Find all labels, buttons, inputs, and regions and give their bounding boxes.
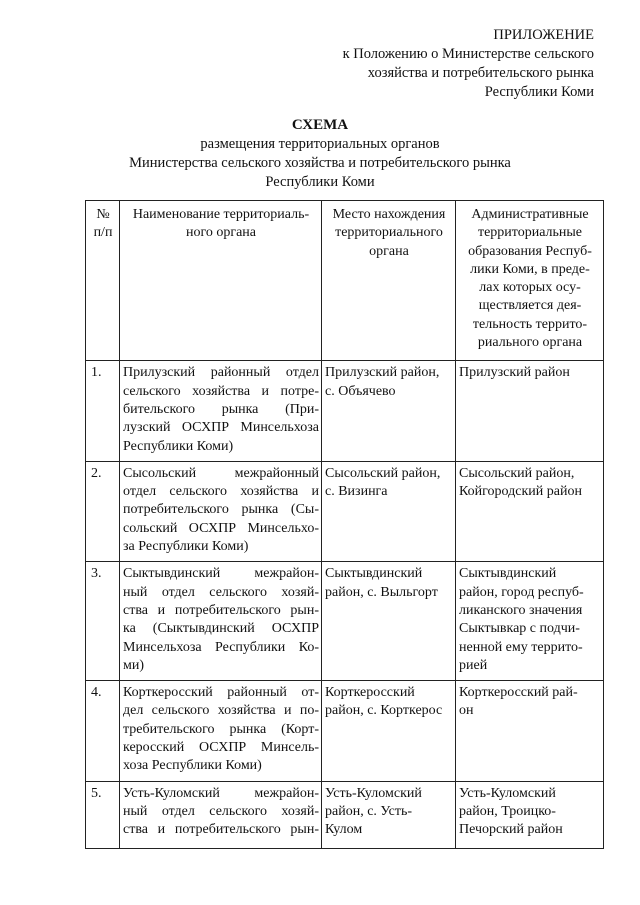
row-territory: Сыктывдинский район, город респуб- ликанского значения Сыктывкар с подчи- ненной ему террито- рией (456, 562, 604, 681)
table-row (86, 461, 604, 561)
appendix-line: к Положению о Министерстве сельского (342, 46, 594, 62)
row-body-name: Сысольский межрайонный отдел сельского хозяйства и потребительского рынка (Сы- сольский ОСХПР Минсельхо- за Республики Коми) (120, 461, 322, 561)
row-body-name: Усть-Куломский межрайон- ный отдел сельского хозяй- ства и потребительского рын- (120, 781, 322, 848)
header-location: Место нахождения территориального органа (322, 201, 456, 361)
table-row (86, 681, 604, 781)
row-location: Сысольский район, с. Визинга (322, 461, 456, 561)
appendix-line: хозяйства и потребительского рынка (367, 65, 594, 81)
document-subtitle-line: Министерства сельского хозяйства и потребительского рынка (129, 155, 511, 171)
row-location: Сыктывдинский район, с. Выльгорт (322, 562, 456, 681)
row-territory: Корткеросский рай- он (456, 681, 604, 781)
header-number: № п/п (86, 201, 120, 361)
row-number: 4. (86, 681, 120, 781)
table-row (86, 562, 604, 681)
document-subtitle-line: Республики Коми (265, 174, 375, 190)
row-territory: Усть-Куломский район, Троицко- Печорский район (456, 781, 604, 848)
table-row (86, 361, 604, 461)
row-location: Прилузский район, с. Объячево (322, 361, 456, 461)
row-body-name: Прилузский районный отдел сельского хозяйства и потре- бительского рынка (При- лузский ОСХПР Минсельхоза Республики Коми) (120, 361, 322, 461)
row-location: Корткеросский район, с. Корткерос (322, 681, 456, 781)
row-number: 2. (86, 461, 120, 561)
document-title: СХЕМА (291, 117, 349, 133)
appendix-line: Республики Коми (484, 84, 594, 100)
row-body-name: Сыктывдинский межрайон- ный отдел сельского хозяй- ства и потребительского рын- ка (Сыктывдинский ОСХПР Минсельхоза Республики Ко- ми) (120, 562, 322, 681)
row-location: Усть-Куломский район, с. Усть- Кулом (322, 781, 456, 848)
header-name: Наименование территориаль- ного органа (120, 201, 322, 361)
table-header-row (86, 201, 604, 361)
row-number: 3. (86, 562, 120, 681)
appendix-block (343, 26, 594, 102)
header-territory: Административные территориальные образования Респуб- лики Коми, в преде- лах которых осу- ществляется дея- тельность террито- риального органа (456, 201, 604, 361)
appendix-title: ПРИЛОЖЕНИЕ (493, 27, 594, 43)
row-number: 1. (86, 361, 120, 461)
document-heading (0, 116, 640, 192)
table-row (86, 781, 604, 848)
row-territory: Сысольский район, Койгородский район (456, 461, 604, 561)
territorial-bodies-table (85, 200, 604, 849)
row-territory: Прилузский район (456, 361, 604, 461)
row-body-name: Корткеросский районный от- дел сельского хозяйства и по- требительского рынка (Корт- керосский ОСХПР Минсель- хоза Республики Коми) (120, 681, 322, 781)
document-subtitle-line: размещения территориальных органов (200, 136, 440, 152)
row-number: 5. (86, 781, 120, 848)
